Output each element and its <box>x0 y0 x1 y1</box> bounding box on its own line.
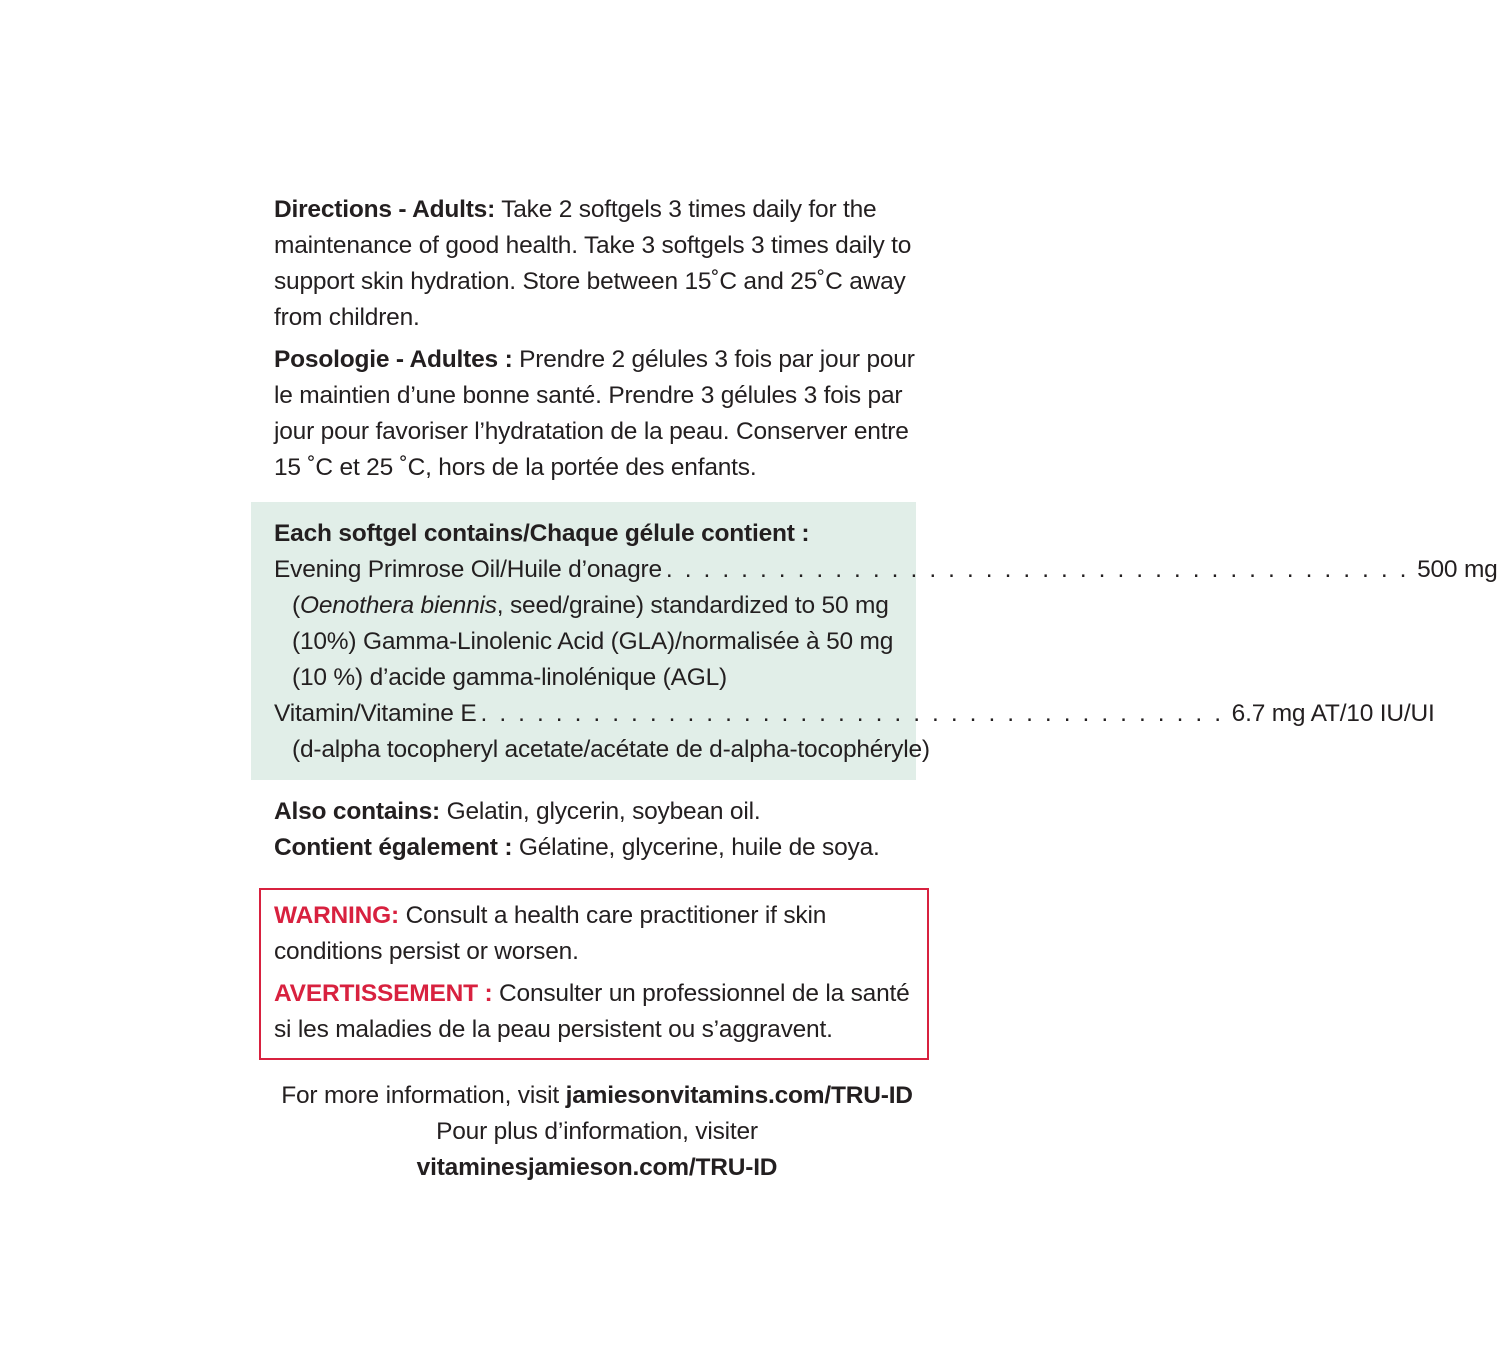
ingredient-detail: (Oenothera biennis, seed/graine) standardized to 50 mg <box>292 592 889 619</box>
warning-french-text: Consulter un professionnel de la santé si les maladies de la peau persistent ou s’aggravent. <box>274 980 910 1043</box>
ingredient-amount: 6.7 mg AT/10 IU/UI <box>1231 700 1435 727</box>
ingredient-amount: 500 mg <box>1417 556 1498 583</box>
directions-french-text: Prendre 2 gélules 3 fois par jour pour le maintien d’une bonne santé. Prendre 3 gélules 3 fois par jour pour favoriser l’hydratation de la peau. Conserver entre 15 ˚C et 25 ˚C, hors de la portée des enfants. <box>274 346 915 481</box>
warning-french-heading: AVERTISSEMENT : <box>274 980 493 1007</box>
english-website-link[interactable]: jamiesonvitamins.com/TRU-ID <box>565 1082 913 1109</box>
directions-english-text: Take 2 softgels 3 times daily for the maintenance of good health. Take 3 softgels 3 times daily to support skin hydration. Store between 15˚C and 25˚C away from children. <box>274 196 912 331</box>
warning-french <box>274 976 915 1048</box>
also-contains <box>274 794 934 866</box>
more-info-french-link-line <box>274 1150 920 1186</box>
french-website-link[interactable]: vitaminesjamieson.com/TRU-ID <box>416 1154 778 1181</box>
ingredients-heading: Each softgel contains/Chaque gélule contient : <box>274 520 810 547</box>
ingredient-detail: (d-alpha tocopheryl acetate/acétate de d-alpha-tocophéryle) <box>292 736 930 763</box>
ingredient-detail: (10 %) d’acide gamma-linolénique (AGL) <box>292 664 727 691</box>
ingredient-detail: (10%) Gamma-Linolenic Acid (GLA)/normalisée à 50 mg <box>292 628 894 655</box>
warning-english <box>274 898 915 970</box>
ingredient-row-primrose <box>274 552 1498 588</box>
more-info-english: For more information, visit jamiesonvitamins.com/TRU-ID <box>281 1082 913 1109</box>
ingredient-name: Evening Primrose Oil/Huile d’onagre <box>274 556 662 583</box>
ingredient-leader-dots: . . . . . . . . . . . . . . . . . . . . . . . . . . . . . . . . . . . . . . . . <box>665 556 1410 583</box>
directions-french-heading: Posologie - Adultes : <box>274 346 513 373</box>
ingredient-leader-dots: . . . . . . . . . . . . . . . . . . . . . . . . . . . . . . . . . . . . . . . . <box>480 700 1224 727</box>
also-contains-french: Contient également : Gélatine, glycerine, huile de soya. <box>274 834 880 861</box>
directions-french <box>274 342 934 486</box>
ingredient-row-vitamin-e <box>274 696 1435 732</box>
more-info-french: Pour plus d’information, visiter <box>436 1118 758 1145</box>
ingredient-name: Vitamin/Vitamine E <box>274 700 477 727</box>
also-contains-english: Also contains: Gelatin, glycerin, soybean oil. <box>274 798 761 825</box>
botanical-name: Oenothera biennis <box>299 592 497 619</box>
more-info-footer <box>274 1078 920 1186</box>
warning-english-heading: WARNING: <box>274 902 399 929</box>
product-label-back <box>274 192 1498 1186</box>
ingredients-panel <box>251 502 1498 780</box>
directions-english-heading: Directions - Adults: <box>274 196 496 223</box>
warning-english-text: Consult a health care practitioner if skin conditions persist or worsen. <box>274 902 827 965</box>
directions-english <box>274 192 934 336</box>
warning-box <box>259 888 929 1060</box>
